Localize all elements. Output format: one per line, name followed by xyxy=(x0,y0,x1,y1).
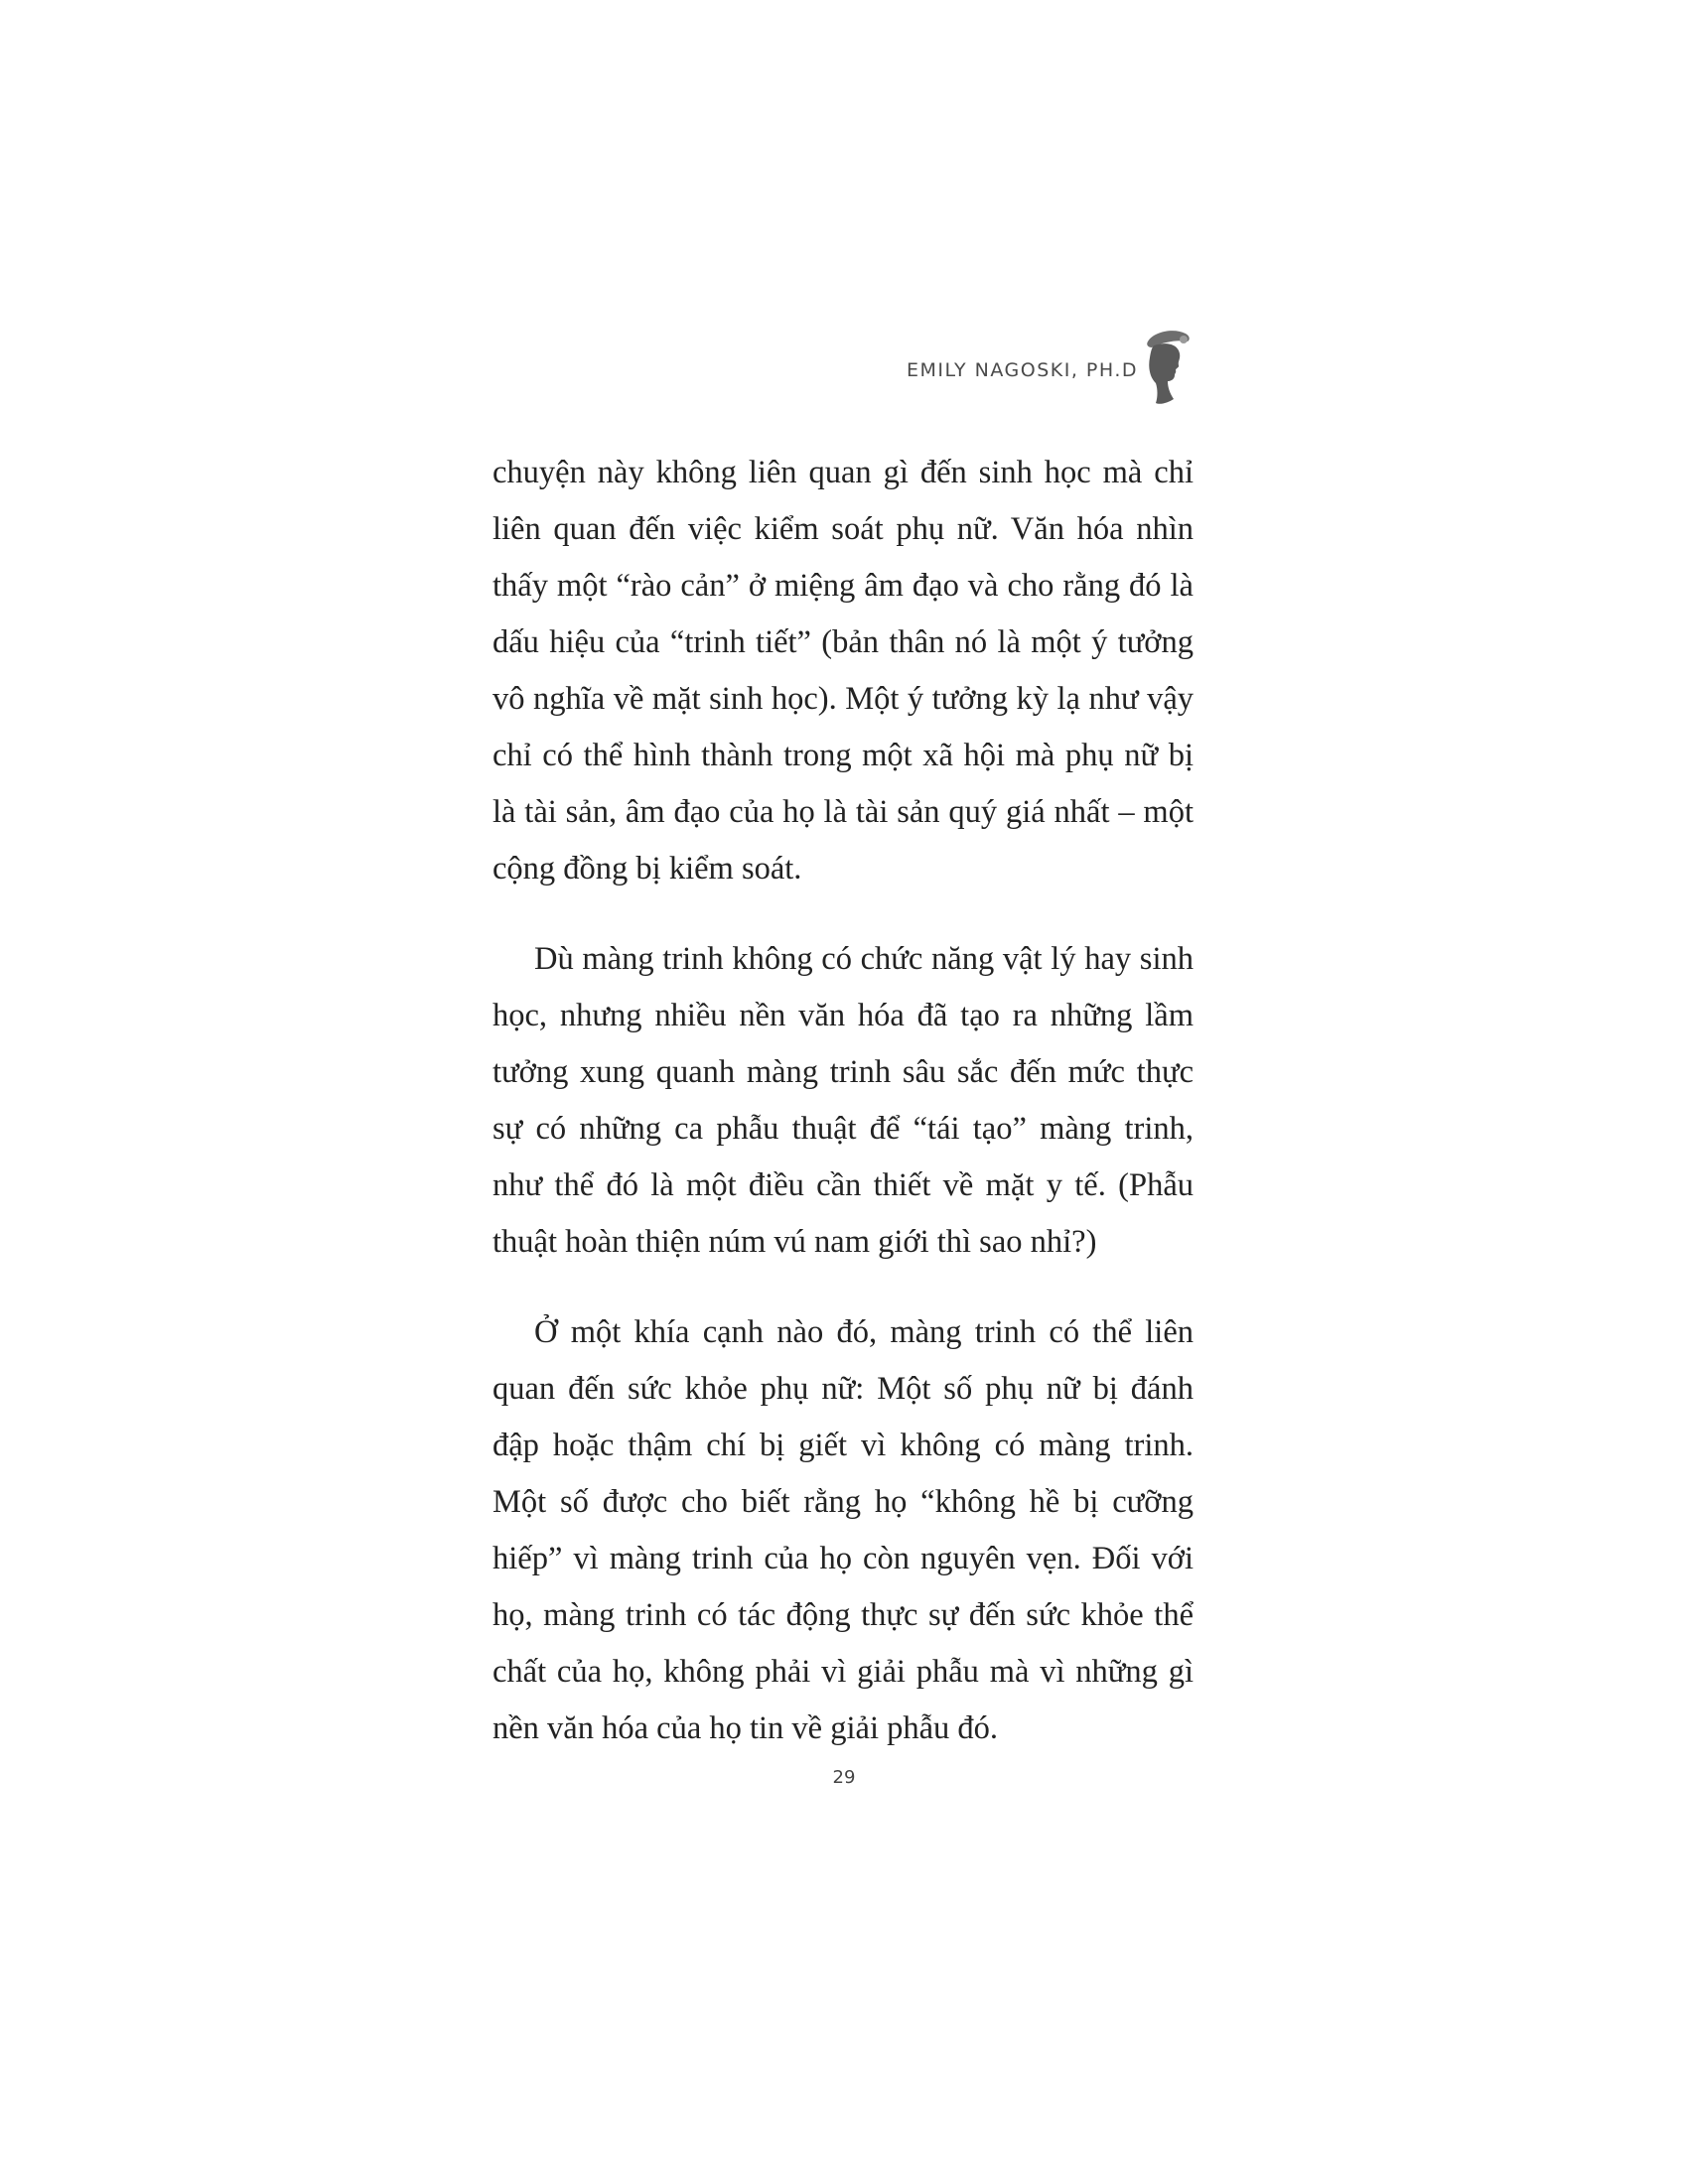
running-head xyxy=(695,328,1192,407)
author-running-head: EMILY NAGOSKI, PH.D xyxy=(906,359,1138,381)
woman-profile-silhouette-icon xyxy=(1144,328,1192,407)
paragraph-3: Ở một khía cạnh nào đó, màng trinh có thể liên quan đến sức khỏe phụ nữ: Một số phụ nữ bị đánh đập hoặc thậm chí bị giết vì không có màng trinh. Một số được cho biết rằng họ “không hề bị cưỡng hiếp” vì màng trinh của họ còn nguyên vẹn. Đối với họ, màng trinh có tác động thực sự đến sức khỏe thể chất của họ, không phải vì giải phẫu mà vì những gì nền văn hóa của họ tin về giải phẫu đó. xyxy=(492,1314,1194,1746)
page-number: 29 xyxy=(832,1767,856,1788)
body-text xyxy=(492,445,1194,1791)
paragraph-2: Dù màng trinh không có chức năng vật lý hay sinh học, nhưng nhiều nền văn hóa đã tạo ra những lầm tưởng xung quanh màng trinh sâu sắc đến mức thực sự có những ca phẫu thuật để “tái tạo” màng trinh, như thể đó là một điều cần thiết về mặt y tế. (Phẫu thuật hoàn thiện núm vú nam giới thì sao nhỉ?) xyxy=(492,941,1194,1260)
paragraph-1: chuyện này không liên quan gì đến sinh học mà chỉ liên quan đến việc kiểm soát phụ nữ. Văn hóa nhìn thấy một “rào cản” ở miệng âm đạo và cho rằng đó là dấu hiệu của “trinh tiết” (bản thân nó là một ý tưởng vô nghĩa về mặt sinh học). Một ý tưởng kỳ lạ như vậy chỉ có thể hình thành trong một xã hội mà phụ nữ bị là tài sản, âm đạo của họ là tài sản quý giá nhất – một cộng đồng bị kiểm soát. xyxy=(492,455,1194,887)
